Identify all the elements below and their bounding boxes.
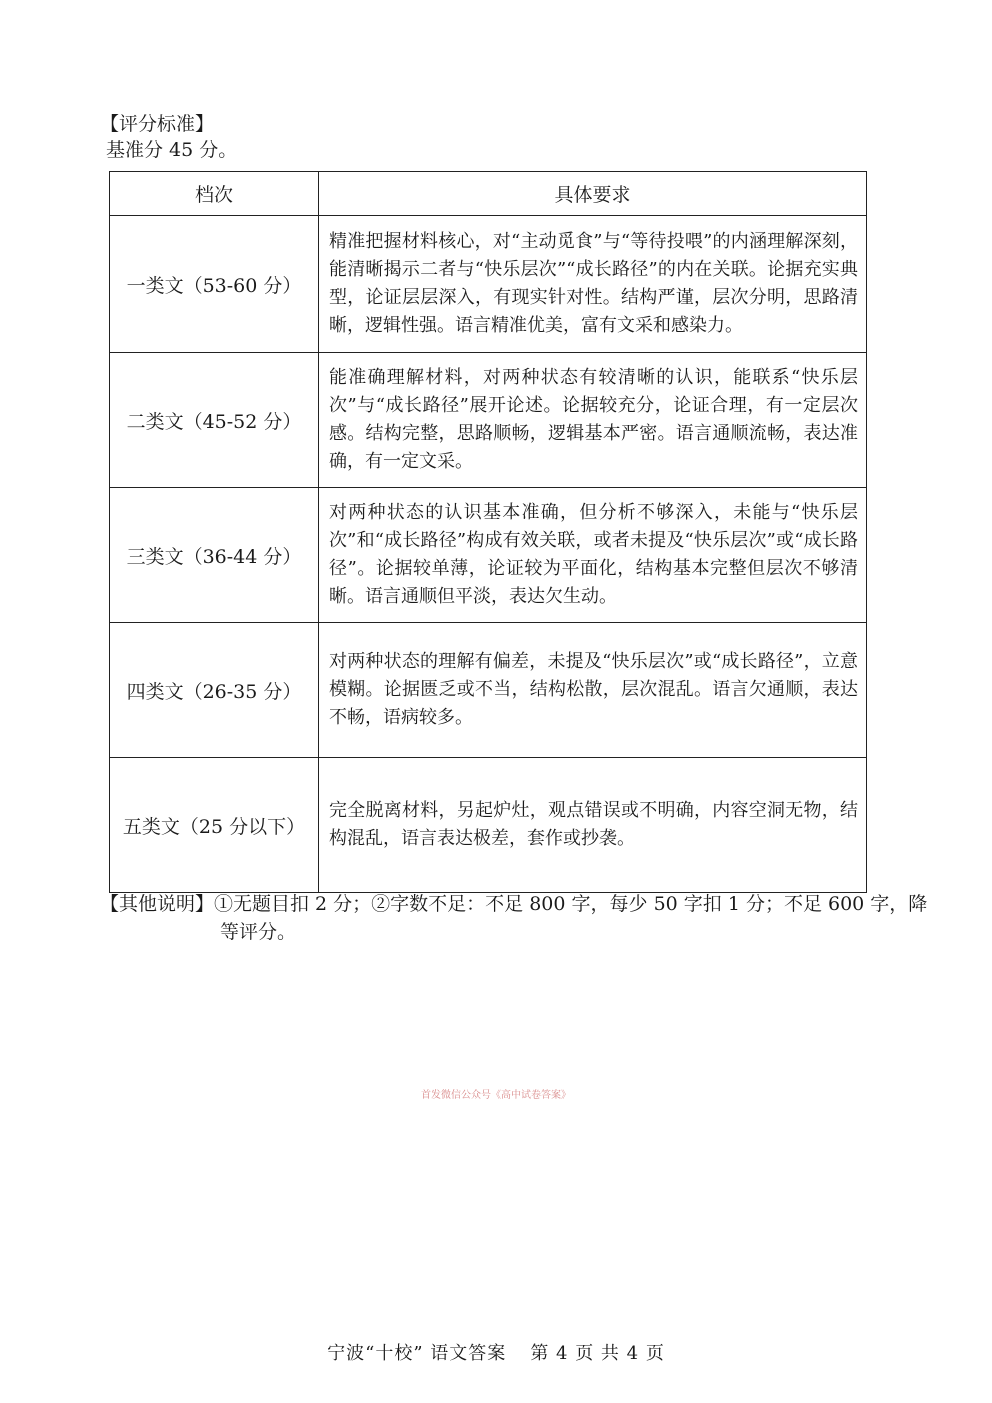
grading-table (109, 171, 867, 893)
table-row (110, 758, 867, 893)
notes-label: 【其他说明】 (100, 893, 215, 915)
header-level: 档次 (110, 172, 319, 216)
table-row (110, 488, 867, 623)
notes-line-2: 等评分。 (220, 921, 297, 943)
level-cell: 二类文（45-52 分） (110, 353, 319, 488)
level-cell: 四类文（26-35 分） (110, 623, 319, 758)
watermark-text: 首发微信公众号《高中试卷答案》 (421, 1090, 571, 1101)
requirement-cell: 对两种状态的认识基本准确，但分析不够深入，未能与“快乐层次”和“成长路径”构成有效关联，或者未提及“快乐层次”或“成长路径”。论据较单薄，论证较为平面化，结构基本完整但层次不够清晰。语言通顺但平淡，表达欠生动。 (319, 488, 867, 623)
notes-line-1 (100, 890, 940, 918)
level-cell: 一类文（53-60 分） (110, 216, 319, 353)
page-footer (0, 1342, 992, 1366)
table-row (110, 353, 867, 488)
base-score: 基准分 45 分。 (106, 139, 238, 161)
table-header-row (110, 172, 867, 216)
level-cell: 三类文（36-44 分） (110, 488, 319, 623)
requirement-cell: 能准确理解材料，对两种状态有较清晰的认识，能联系“快乐层次”与“成长路径”展开论述。论据较充分，论证合理，有一定层次感。结构完整，思路顺畅，逻辑基本严密。语言通顺流畅，表达准确，有一定文采。 (319, 353, 867, 488)
other-notes (100, 890, 940, 946)
notes-text-1: ①无题目扣 2 分；②字数不足：不足 800 字，每少 50 字扣 1 分；不足 600 字，降 (214, 893, 928, 915)
section-heading: 【评分标准】 (100, 113, 215, 135)
footer-title: 宁波“十校” 语文答案 (327, 1343, 507, 1364)
requirement-cell: 完全脱离材料，另起炉灶，观点错误或不明确，内容空洞无物，结构混乱，语言表达极差，套作或抄袭。 (319, 758, 867, 893)
requirement-cell: 对两种状态的理解有偏差，未提及“快乐层次”或“成长路径”，立意模糊。论据匮乏或不当，结构松散，层次混乱。语言欠通顺，表达不畅，语病较多。 (319, 623, 867, 758)
header-requirement: 具体要求 (319, 172, 867, 216)
table-row (110, 623, 867, 758)
footer-page-number: 第 4 页 共 4 页 (530, 1343, 665, 1364)
requirement-cell: 精准把握材料核心，对“主动觅食”与“等待投喂”的内涵理解深刻，能清晰揭示二者与“快乐层次”“成长路径”的内在关联。论据充实典型，论证层层深入，有现实针对性。结构严谨，层次分明，思路清晰，逻辑性强。语言精准优美，富有文采和感染力。 (319, 216, 867, 353)
level-cell: 五类文（25 分以下） (110, 758, 319, 893)
table-row (110, 216, 867, 353)
